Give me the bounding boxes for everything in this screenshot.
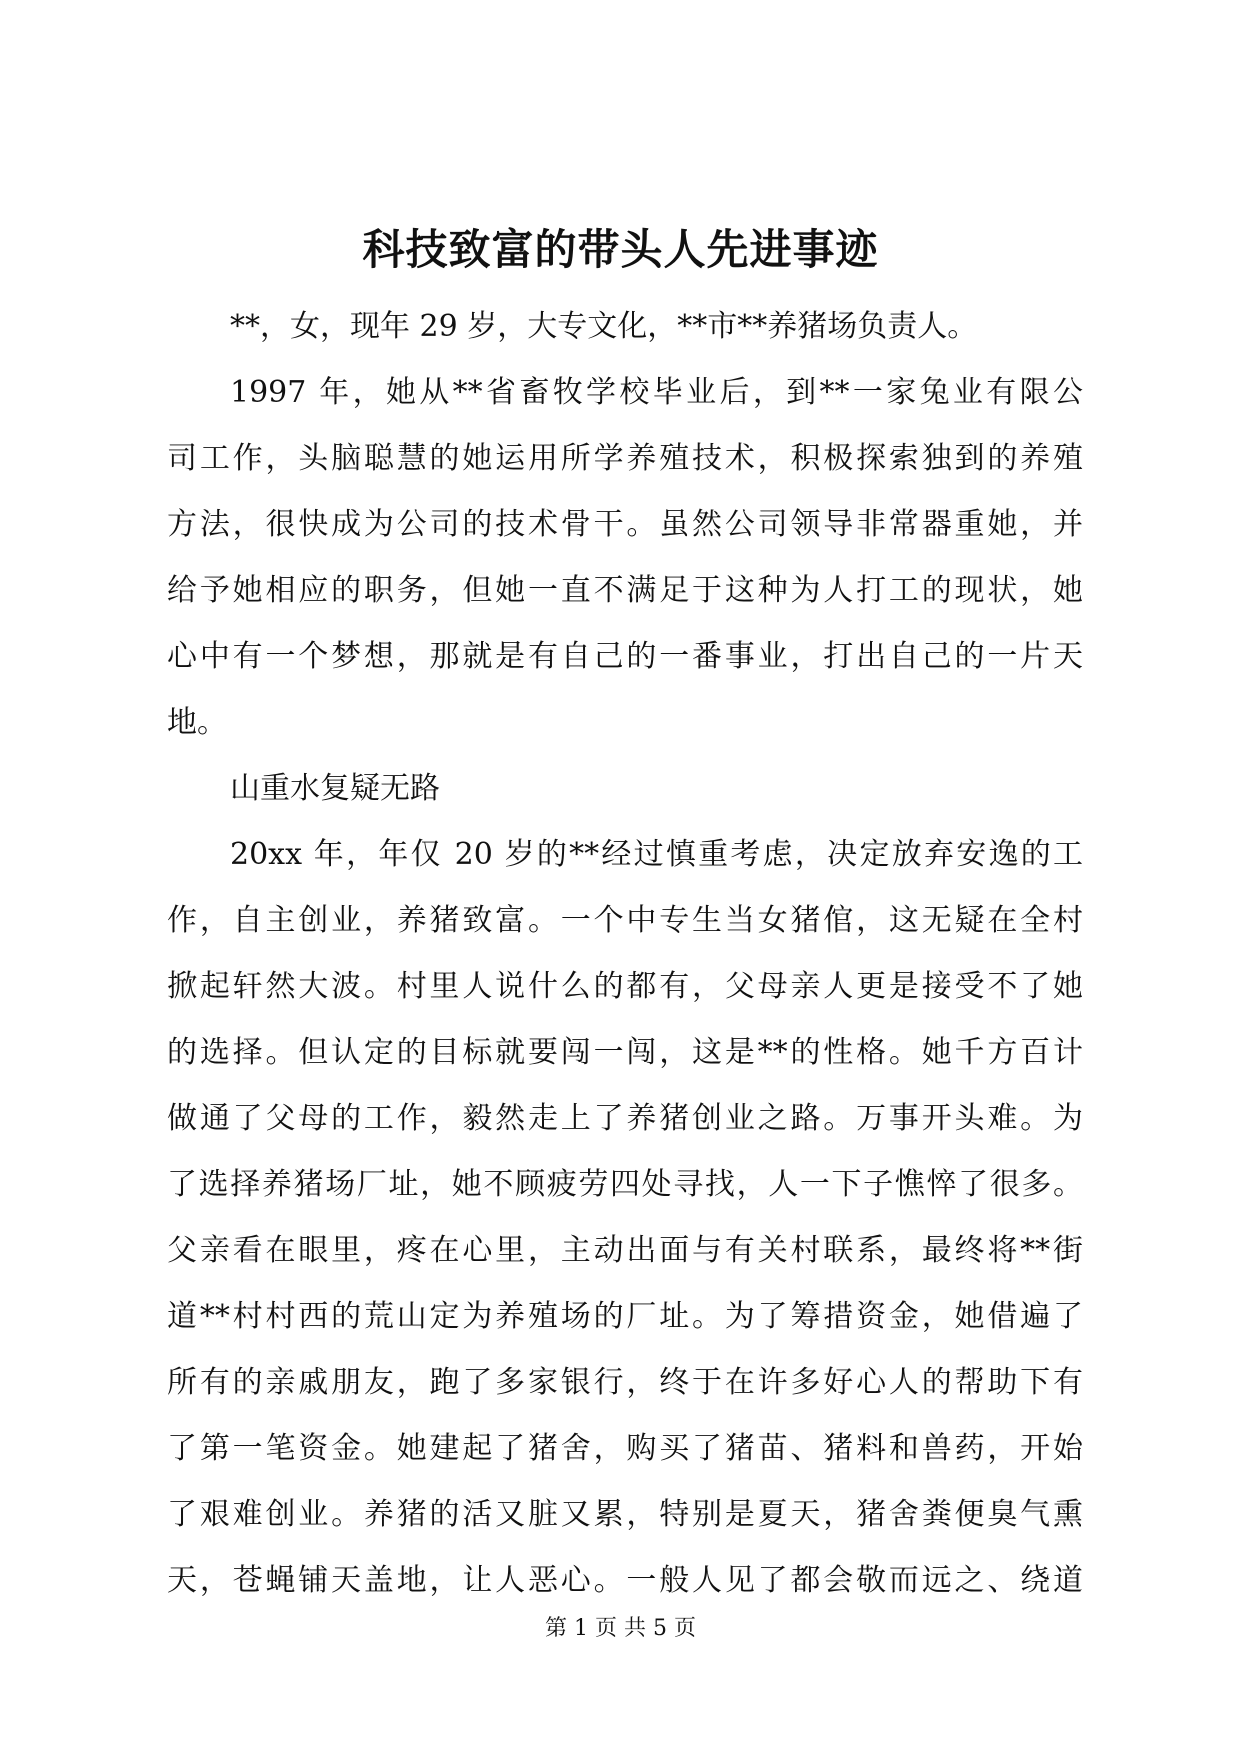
paragraph-line: 地。	[167, 705, 227, 740]
paragraph-line: 心中有一个梦想，那就是有自己的一番事业，打出自己的一片天	[167, 639, 1083, 674]
paragraph-line: 的选择。但认定的目标就要闯一闯，这是**的性格。她千方百计	[167, 1035, 1083, 1070]
paragraph-line: 父亲看在眼里，疼在心里，主动出面与有关村联系，最终将**街	[167, 1233, 1083, 1268]
section-heading: 山重水复疑无路	[230, 771, 440, 806]
paragraph-line: 了选择养猪场厂址，她不顾疲劳四处寻找，人一下子憔悴了很多。	[167, 1167, 1083, 1202]
document-body	[167, 294, 1083, 1614]
paragraph-line: 方法，很快成为公司的技术骨干。虽然公司领导非常器重她，并	[167, 507, 1083, 542]
paragraph-line: 了第一笔资金。她建起了猪舍，购买了猪苗、猪料和兽药，开始	[167, 1431, 1083, 1466]
paragraph-line: 作，自主创业，养猪致富。一个中专生当女猪倌，这无疑在全村	[167, 903, 1083, 938]
page-footer: 第 1 页 共 5 页	[545, 1616, 696, 1641]
paragraph-line: **，女，现年 29 岁，大专文化，**市**养猪场负责人。	[230, 309, 978, 344]
paragraph-line: 了艰难创业。养猪的活又脏又累，特别是夏天，猪舍粪便臭气熏	[167, 1497, 1083, 1532]
paragraph-line: 天，苍蝇铺天盖地，让人恶心。一般人见了都会敬而远之、绕道	[167, 1563, 1083, 1598]
paragraph-line: 20xx 年，年仅 20 岁的**经过慎重考虑，决定放弃安逸的工	[230, 837, 1083, 872]
paragraph-line: 掀起轩然大波。村里人说什么的都有，父母亲人更是接受不了她	[167, 969, 1083, 1004]
paragraph-line: 道**村村西的荒山定为养殖场的厂址。为了筹措资金，她借遍了	[167, 1299, 1083, 1334]
paragraph-line: 所有的亲戚朋友，跑了多家银行，终于在许多好心人的帮助下有	[167, 1365, 1083, 1400]
paragraph-line: 司工作，头脑聪慧的她运用所学养殖技术，积极探索独到的养殖	[167, 441, 1083, 476]
paragraph-line: 给予她相应的职务，但她一直不满足于这种为人打工的现状，她	[167, 573, 1083, 608]
paragraph-line: 1997 年，她从**省畜牧学校毕业后，到**一家兔业有限公	[230, 375, 1083, 410]
paragraph-line: 做通了父母的工作，毅然走上了养猪创业之路。万事开头难。为	[167, 1101, 1083, 1136]
document-title: 科技致富的带头人先进事迹	[362, 225, 879, 274]
